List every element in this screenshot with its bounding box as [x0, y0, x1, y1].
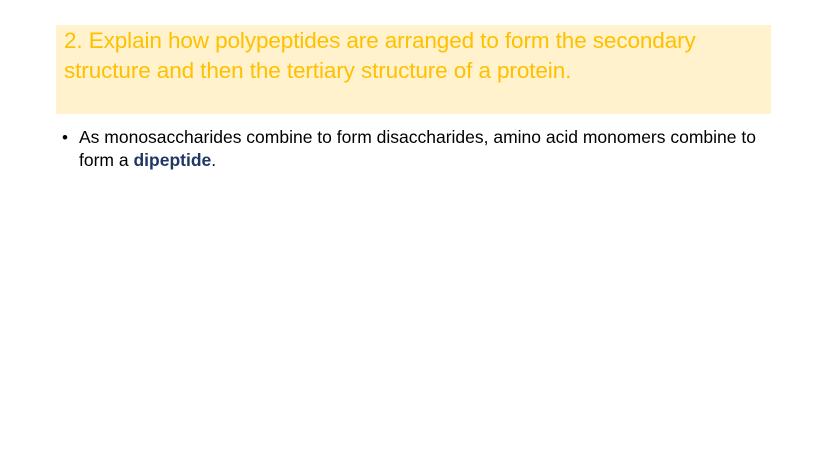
key-term: dipeptide — [133, 150, 212, 170]
title-box — [56, 25, 771, 114]
bullet-text — [79, 126, 762, 172]
slide-body — [62, 126, 762, 172]
bullet-item — [62, 126, 762, 172]
bullet-icon: • — [62, 128, 68, 147]
slide-title: 2. Explain how polypeptides are arranged to form the secondary structure and then the tertiary structure of a protein. — [64, 28, 696, 83]
bullet-text-end: . — [211, 150, 217, 170]
bullet-text-lead: As monosaccharides combine to form disaccharides, amino acid monomers combine to form a — [79, 127, 756, 170]
